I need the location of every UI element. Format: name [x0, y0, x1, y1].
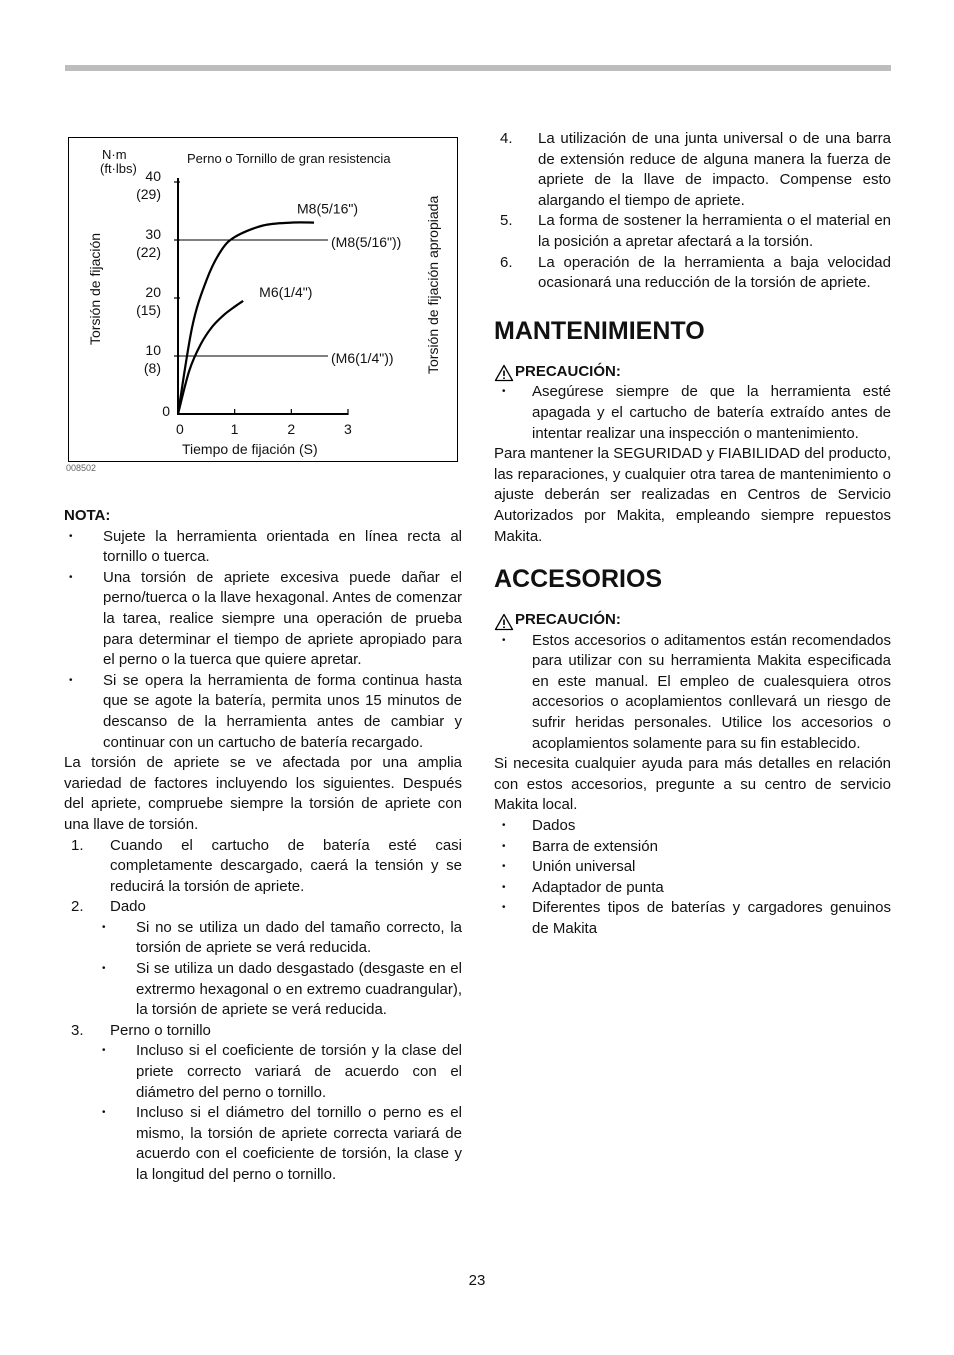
bullet-mark: • [502, 820, 506, 832]
y-tick-label-ftlbs: (22) [136, 244, 161, 260]
factor-item [494, 129, 891, 211]
accesorios-paragraph: Si necesita cualquier ayuda para más detalles en relación con estos accesorios, pregunte a su centro de servicio Makita local. [494, 755, 891, 814]
unit-nm: N·m [102, 147, 127, 162]
nota-intro: La torsión de apriete se ve afectada por una amplia variedad de factores incluyendo los siguientes. Después del apriete, compruebe siempre la torsión de apriete con una llave de torsión. [64, 754, 462, 833]
bullet-text: Una torsión de apriete excesiva puede dañar el perno/tuerca o la llave hexagonal. Antes de comenzar la tarea, realice siempre una operación de prueba para determinar el tiempo de apriete apropiado para el perno o la tuerca que quiere apretar. [103, 568, 462, 669]
bullet-mark: • [502, 902, 506, 914]
accessory-item [494, 816, 891, 837]
factor-number: 2. [71, 898, 84, 916]
accessory-text: Diferentes tipos de baterías y cargadores genuinos de Makita [532, 899, 891, 937]
accesorios-caution [494, 610, 891, 631]
page-number: 23 [468, 1272, 486, 1289]
accesorios-heading: ACCESORIOS [494, 565, 663, 594]
bullet-mark: • [502, 861, 506, 873]
torque-chart-svg [69, 138, 457, 461]
y-tick-label: 40 [145, 168, 161, 184]
accessory-item [494, 878, 891, 899]
y-tick-label: 30 [145, 226, 161, 242]
factor-item [494, 253, 891, 294]
reference-label: (M8(5/16")) [331, 234, 402, 250]
mantenimiento-caution [494, 362, 891, 383]
y-tick-label: 10 [145, 342, 161, 358]
y-tick-label-ftlbs: (29) [136, 186, 161, 202]
accessory-text: Dados [532, 817, 576, 835]
subbullet-text: Incluso si el diámetro del tornillo o perno es el mismo, la torsión de apriete correcta variará de acuerdo con el coeficiente de torsión, la clase y la longitud del perno o tornillo. [136, 1104, 462, 1183]
bullet-mark: • [502, 386, 506, 398]
bullet-text: Estos accesorios o aditamentos están recomendados para utilizar con su herramienta Makita especificada en este manual. El empleo de cualesquiera otros accesorios o acoplamientos conllevará un riesgo de sufrir heridas personales. Utilice los accesorios o acoplamientos solamente para su fin establecido. [532, 631, 891, 752]
factor-text: Perno o tornillo [110, 1021, 211, 1039]
accessory-item [494, 857, 891, 878]
subbullet-text: Incluso si el coeficiente de torsión y la clase del priete correcto variará de acuerdo con el diámetro del perno o tornillo. [136, 1042, 462, 1101]
factor-number: 6. [500, 253, 513, 271]
series-curve [178, 222, 314, 414]
x-tick-label: 0 [176, 421, 184, 437]
nota-bullet [64, 671, 462, 753]
factor-item [64, 1021, 462, 1042]
subbullet-text: Si no se utiliza un dado del tamaño correcto, la torsión de apriete se verá reducida. [136, 918, 462, 957]
factor-text: La forma de sostener la herramienta o el material en la posición a apretar afectará a la torsión. [538, 212, 891, 250]
torque-chart [68, 137, 458, 462]
caution-label: PRECAUCIÓN: [515, 362, 621, 380]
mantenimiento-bullet [494, 382, 891, 444]
factor-subbullet [64, 1103, 462, 1185]
bullet-mark: • [502, 634, 506, 646]
x-tick-label: 2 [287, 421, 296, 437]
y-tick-label: 0 [162, 403, 170, 419]
y-tick-label: 20 [145, 284, 161, 300]
bullet-mark: • [69, 530, 73, 542]
caution-label: PRECAUCIÓN: [515, 611, 621, 629]
factor-subbullet [64, 959, 462, 1021]
bullet-text: Sujete la herramienta orientada en línea recta al tornillo o tuerca. [103, 527, 462, 566]
y-axis-label: Torsión de fijación [87, 232, 103, 345]
factor-number: 5. [500, 212, 513, 230]
factor-text: Dado [110, 898, 146, 916]
nota-bullet [64, 527, 462, 568]
factor-text: La utilización de una junta universal o de una barra de extensión reduce de alguna manera la fuerza de apriete de la llave de impacto. Compense esto alargando el tiempo de apriete. [538, 130, 891, 209]
mantenimiento-heading: MANTENIMIENTO [494, 316, 705, 345]
bullet-text: Si se opera la herramienta de forma continua hasta que se agote la batería, permita unos 15 minutos de descanso de la herramienta antes de cambiar y continuar con un cartucho de batería recargado. [103, 671, 462, 751]
accessory-text: Unión universal [532, 858, 636, 876]
nota-bullet [64, 568, 462, 671]
y-axis-label-right: Torsión de fijación apropiada [425, 195, 441, 374]
bullet-mark: • [502, 840, 506, 852]
factor-subbullet [64, 1041, 462, 1103]
warning-triangle-icon [494, 613, 514, 631]
nota-title: NOTA: [64, 507, 111, 524]
bullet-mark: • [102, 1107, 106, 1119]
bullet-mark: • [69, 571, 73, 583]
y-tick-label-ftlbs: (8) [143, 360, 161, 376]
factor-item [494, 211, 891, 252]
factor-number: 4. [500, 130, 513, 147]
factor-subbullet [64, 918, 462, 959]
mantenimiento-paragraph: Para mantener la SEGURIDAD y FIABILIDAD del producto, las reparaciones, y cualquier otra tarea de mantenimiento o ajuste deberán ser realizadas en Centros de Servicio Autorizados por Makita, empleando siempre repuestos Makita. [494, 445, 891, 545]
factor-text: Cuando el cartucho de batería esté casi completamente descargado, caerá la tensión y se reducirá la torsión de apriete. [110, 836, 462, 895]
unit-ftlbs: (ft·lbs) [100, 161, 137, 176]
bullet-text: Asegúrese siempre de que la herramienta esté apagada y el cartucho de batería extraído antes de intentar realizar una inspección o mantenimiento. [532, 383, 891, 442]
accessory-text: Adaptador de punta [532, 878, 664, 896]
accessory-text: Barra de extensión [532, 837, 658, 855]
series-label: M8(5/16") [297, 200, 358, 217]
figure-id: 008502 [66, 463, 97, 473]
x-tick-label: 1 [230, 421, 239, 437]
right-column [494, 129, 891, 940]
chart-title: Perno o Tornillo de gran resistencia [187, 151, 391, 166]
bullet-mark: • [102, 921, 106, 933]
factor-item [64, 836, 462, 898]
reference-label: (M6(1/4")) [331, 350, 394, 366]
accessory-item [494, 837, 891, 858]
bullet-mark: • [102, 1045, 106, 1057]
factor-item [64, 897, 462, 918]
bullet-mark: • [102, 963, 106, 975]
factor-number: 1. [71, 836, 84, 854]
factor-text: La operación de la herramienta a baja velocidad ocasionará una reducción de la torsión de apriete. [538, 253, 891, 292]
warning-triangle-icon [494, 364, 514, 382]
series-label: M6(1/4") [259, 283, 313, 300]
x-tick-label: 3 [344, 421, 352, 437]
subbullet-text: Si se utiliza un dado desgastado (desgaste en el extrermo hexagonal o en extremo cuadrangular), la torsión de apriete se verá reducida. [136, 960, 462, 1019]
left-column [64, 506, 462, 1186]
x-axis-label: Tiempo de fijación (S) [182, 441, 318, 457]
header-rule [65, 65, 891, 71]
factor-number: 3. [71, 1021, 84, 1039]
accesorios-bullet [494, 631, 891, 755]
y-tick-label-ftlbs: (15) [136, 302, 161, 318]
bullet-mark: • [69, 674, 73, 686]
accessory-item [494, 898, 891, 939]
bullet-mark: • [502, 881, 506, 893]
